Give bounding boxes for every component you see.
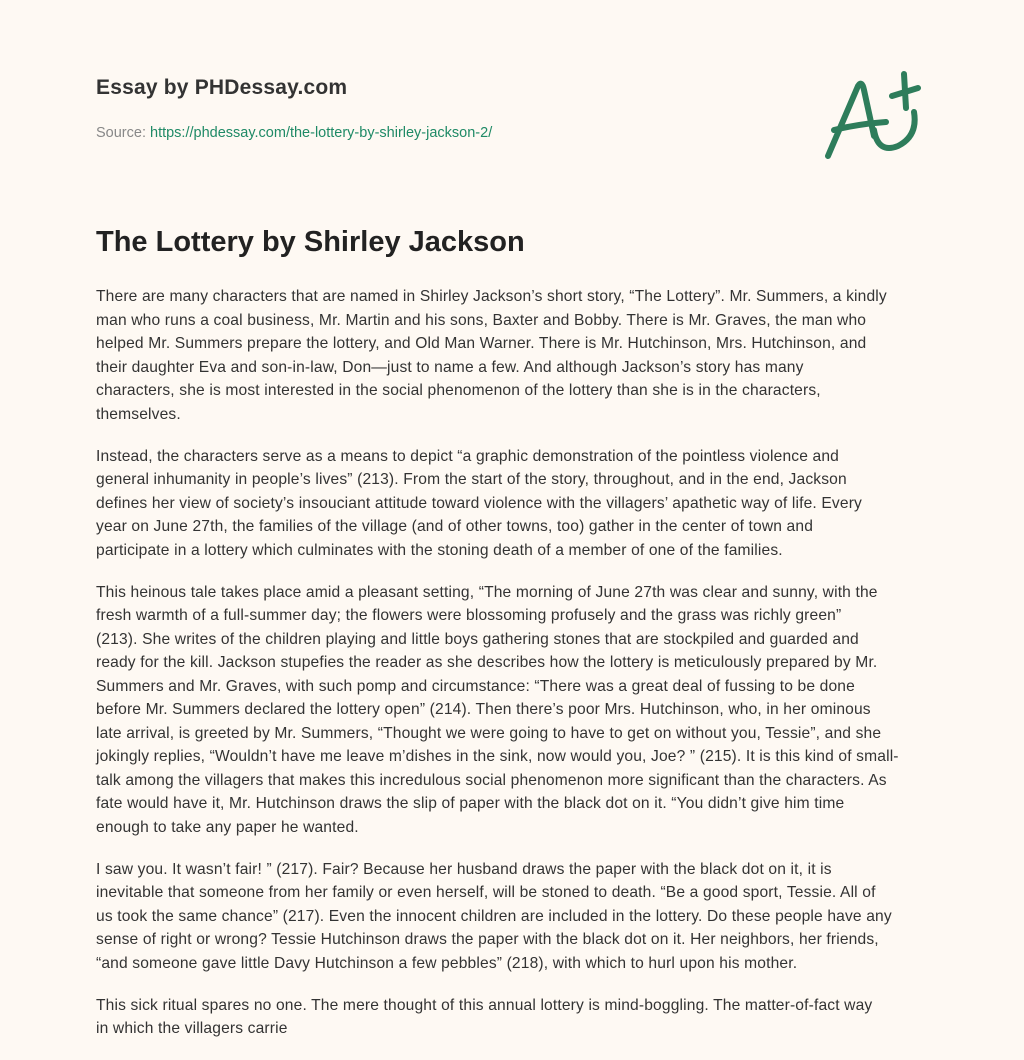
paragraph-line: general inhumanity in people’s lives” (213). From the start of the story, throughout, and in the end, Jackson xyxy=(96,471,847,488)
source-link[interactable]: https://phdessay.com/the-lottery-by-shirley-jackson-2/ xyxy=(150,125,493,141)
a-plus-logo-icon xyxy=(818,66,930,166)
paragraph-line: jokingly replies, “Wouldn’t have me leave m’dishes in the sink, now would you, Joe? ” (215). It is this kind of small- xyxy=(96,748,899,765)
paragraph-line: man who runs a coal business, Mr. Martin and his sons, Baxter and Bobby. There is Mr. Graves, the man who xyxy=(96,311,867,329)
essay-paragraph xyxy=(96,285,946,426)
essay-paragraph xyxy=(96,994,946,1041)
essay-title: The Lottery by Shirley Jackson xyxy=(96,226,525,258)
essay-body xyxy=(96,285,946,1059)
paragraph-line: Summers and Mr. Graves, with such pomp and circumstance: “There was a great deal of fussing to be done xyxy=(96,677,855,695)
site-brand: Essay by PHDessay.com xyxy=(96,76,348,99)
paragraph-line: Instead, the characters serve as a means to depict “a graphic demonstration of the pointless violence and xyxy=(96,447,840,465)
paragraph-line: This sick ritual spares no one. The mere thought of this annual lottery is mind-boggling. The matter-of-fact way xyxy=(96,996,873,1014)
paragraph-line: year on June 27th, the families of the village (and of other towns, too) gather in the center of town and xyxy=(96,518,814,535)
paragraph-line: fresh warmth of a full-summer day; the flowers were blossoming profusely and the grass was richly green” xyxy=(96,607,842,624)
paragraph-line: characters, she is most interested in the social phenomenon of the lottery than she is in the characters, xyxy=(96,382,821,399)
paragraph-line: participate in a lottery which culminates with the stoning death of a member of one of the families. xyxy=(96,541,783,559)
source-line xyxy=(96,125,492,141)
paragraph-line: sense of right or wrong? Tessie Hutchinson draws the paper with the black dot on it. Her neighbors, her friends, xyxy=(96,931,879,948)
paragraph-line: (213). She writes of the children playing and little boys gathering stones that are stockpiled and guarded and xyxy=(96,630,859,648)
paragraph-line: This heinous tale takes place amid a pleasant setting, “The morning of June 27th was clear and sunny, with the xyxy=(96,583,878,601)
paragraph-line: enough to take any paper he wanted. xyxy=(96,818,359,836)
paragraph-line: fate would have it, Mr. Hutchinson draws the slip of paper with the black dot on it. “You didn’t give him time xyxy=(96,795,845,812)
paragraph-line: themselves. xyxy=(96,405,181,423)
essay-paragraph xyxy=(96,858,946,976)
paragraph-line: defines her view of society’s insouciant attitude toward violence with the villagers’ apathetic way of life. Every xyxy=(96,494,862,512)
paragraph-line: late arrival, is greeted by Mr. Summers, “Thought we were going to have to get on without you, Tessie”, and she xyxy=(96,724,882,742)
paragraph-line: I saw you. It wasn’t fair! ” (217). Fair? Because her husband draws the paper with the black dot on it, it is xyxy=(96,860,832,878)
paragraph-line: in which the villagers carrie xyxy=(96,1020,288,1037)
paragraph-line: their daughter Eva and son-in-law, Don—just to name a few. And although Jackson’s story has many xyxy=(96,358,804,376)
essay-paragraph xyxy=(96,445,946,563)
paragraph-line: us took the same chance” (217). Even the innocent children are included in the lottery. Do these people have any xyxy=(96,907,892,925)
paragraph-line: before Mr. Summers declared the lottery open” (214). Then there’s poor Mrs. Hutchinson, who, in her ominous xyxy=(96,701,871,718)
essay-paragraph xyxy=(96,581,946,840)
paragraph-line: “and someone gave little Davy Hutchinson a few pebbles” (218), with which to hurl upon his mother. xyxy=(96,954,798,972)
paragraph-line: inevitable that someone from her family or even herself, will be stoned to death. “Be a good sport, Tessie. All of xyxy=(96,884,876,901)
paragraph-line: ready for the kill. Jackson stupefies the reader as she describes how the lottery is meticulously prepared by Mr. xyxy=(96,654,878,671)
paragraph-line: There are many characters that are named in Shirley Jackson’s short story, “The Lottery”. Mr. Summers, a kindly xyxy=(96,288,887,305)
paragraph-line: helped Mr. Summers prepare the lottery, and Old Man Warner. There is Mr. Hutchinson, Mrs. Hutchinson, and xyxy=(96,335,867,352)
paragraph-line: talk among the villagers that makes this incredulous social phenomenon more significant than the characters. As xyxy=(96,771,887,789)
source-label: Source: xyxy=(96,125,150,141)
